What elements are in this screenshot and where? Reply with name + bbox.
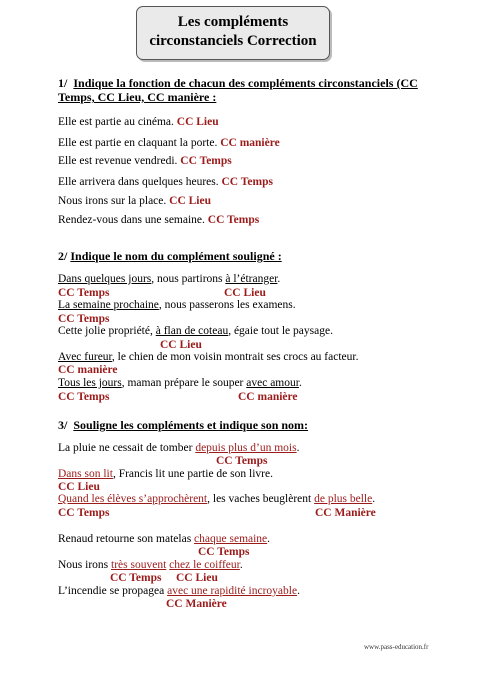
s2-line-1-complement-b: à l’étranger (225, 273, 278, 285)
s3-line-5-label-b: CC Lieu (176, 572, 218, 584)
s2-line-5-text: , maman prépare le souper (121, 377, 247, 389)
s2-line-4-complement: Avec fureur (58, 351, 112, 363)
s3-line-1 (58, 442, 299, 454)
s2-line-2 (58, 299, 296, 311)
section1-heading-line2-text: Temps, CC Lieu, CC manière : (58, 90, 217, 104)
s2-line-1-label-a: CC Temps (58, 287, 110, 299)
section2-number: 2/ (58, 249, 68, 263)
section2-heading-text: Indique le nom du complément souligné : (70, 249, 282, 263)
s3-line-6-complement: avec une rapidité incroyable (167, 585, 298, 597)
s1-row-1-text: Elle est partie au cinéma. (58, 116, 174, 128)
s3-line-1-complement: depuis plus d’un mois (195, 442, 297, 454)
s3-line-3-label-a: CC Temps (58, 507, 110, 519)
s2-line-4-text: , le chien de mon voisin montrait ses crocs au facteur. (111, 351, 359, 363)
s3-line-3-end: . (372, 493, 376, 505)
s3-line-5-text: Nous irons (58, 559, 112, 571)
s1-row-4-answer: CC Temps (221, 176, 273, 188)
s1-row-2 (58, 137, 280, 149)
s3-line-4 (58, 533, 270, 545)
title-box (136, 6, 330, 60)
s2-line-5-complement-b: avec amour (246, 377, 299, 389)
s3-line-5-label-a: CC Temps (110, 572, 162, 584)
s1-row-6-answer: CC Temps (207, 214, 260, 226)
s3-line-5-complement-a: très souvent (111, 559, 167, 571)
section1-heading (58, 76, 418, 90)
section1-number: 1/ (58, 76, 68, 90)
s3-line-6-text: L’incendie se propagea (58, 585, 168, 597)
s3-line-6-end: . (297, 585, 300, 597)
s2-line-4 (58, 351, 358, 363)
s1-row-6-text: Rendez-vous dans une semaine. (58, 214, 205, 226)
s2-line-3 (58, 325, 333, 337)
s3-line-1-end: . (296, 442, 300, 454)
s2-line-3-complement: à flan de coteau (155, 325, 229, 337)
s1-row-1-answer: CC Lieu (176, 116, 219, 128)
s2-line-3-text-a: Cette jolie propriété, (58, 325, 156, 337)
section2-heading (58, 249, 282, 263)
s3-line-5 (58, 559, 243, 571)
s1-row-5 (58, 195, 211, 207)
s3-line-3-complement-b: de plus belle (314, 493, 373, 505)
section3-heading-text: Souligne les compléments et indique son nom: (73, 418, 309, 432)
s2-line-5-label-a: CC Temps (58, 391, 110, 403)
s3-line-4-end: . (267, 533, 271, 545)
s3-line-1-text: La pluie ne cessait de tomber (58, 442, 196, 454)
s3-line-2-text: , Francis lit une partie de son livre. (112, 468, 273, 480)
s2-line-5-complement-a: Tous les jours (58, 377, 122, 389)
s1-row-5-text: Nous irons sur la place. (58, 195, 167, 207)
s1-row-3-answer: CC Temps (180, 155, 232, 167)
s2-line-1 (58, 273, 280, 285)
s3-line-5-end: . (239, 559, 243, 571)
title-line-1: Les compléments (177, 14, 289, 30)
s3-line-4-label: CC Temps (198, 546, 250, 558)
s3-line-3-text: , les vaches beuglèrent (207, 493, 315, 505)
s1-row-1 (58, 116, 219, 128)
section3-heading (58, 418, 308, 432)
s3-line-6-label: CC Manière (166, 598, 227, 610)
s2-line-1-label-b: CC Lieu (224, 287, 266, 299)
s2-line-1-end: . (277, 273, 281, 285)
s3-line-2-label: CC Lieu (58, 481, 100, 493)
s1-row-4-text: Elle arrivera dans quelques heures. (58, 176, 219, 188)
title-line-2: circonstanciels Correction (149, 33, 317, 49)
s3-line-2-complement: Dans son lit (58, 468, 113, 480)
s2-line-3-label: CC Lieu (160, 339, 202, 351)
s2-line-5-end: . (298, 377, 302, 389)
section3-number: 3/ (58, 418, 68, 432)
s3-line-4-complement: chaque semaine (194, 533, 268, 545)
s2-line-2-label: CC Temps (58, 313, 110, 325)
s1-row-6 (58, 214, 259, 226)
s3-line-3 (58, 493, 375, 505)
s2-line-2-complement: La semaine prochaine (58, 299, 159, 311)
s2-line-4-label: CC manière (58, 364, 118, 376)
s3-line-2 (58, 468, 273, 480)
footer-url: www.pass-education.fr (364, 643, 429, 651)
s2-line-5-label-b: CC manière (238, 391, 298, 403)
s2-line-2-text: , nous passerons les examens. (158, 299, 296, 311)
s3-line-3-complement-a: Quand les élèves s’approchèrent (58, 493, 208, 505)
s1-row-3 (58, 155, 232, 167)
s3-line-1-label: CC Temps (216, 455, 268, 467)
s3-line-4-text: Renaud retourne son matelas (58, 533, 195, 545)
s2-line-5 (58, 377, 302, 389)
s3-line-6 (58, 585, 300, 597)
s2-line-3-text-b: , égaie tout le paysage. (228, 325, 333, 337)
s3-line-3-label-b: CC Manière (315, 507, 376, 519)
s1-row-5-answer: CC Lieu (169, 195, 212, 207)
s2-line-1-complement-a: Dans quelques jours (58, 273, 152, 285)
s1-row-4 (58, 176, 273, 188)
s1-row-3-text: Elle est revenue vendredi. (58, 155, 178, 167)
s3-line-5-complement-b: chez le coiffeur (169, 559, 240, 571)
s2-line-1-text: , nous partirons (151, 273, 226, 285)
s1-row-2-text: Elle est partie en claquant la porte. (58, 137, 218, 149)
section1-heading-line2 (58, 90, 216, 104)
section1-heading-line1: Indique la fonction de chacun des compléments circonstanciels (CC (73, 76, 418, 90)
s1-row-2-answer: CC manière (220, 137, 280, 149)
